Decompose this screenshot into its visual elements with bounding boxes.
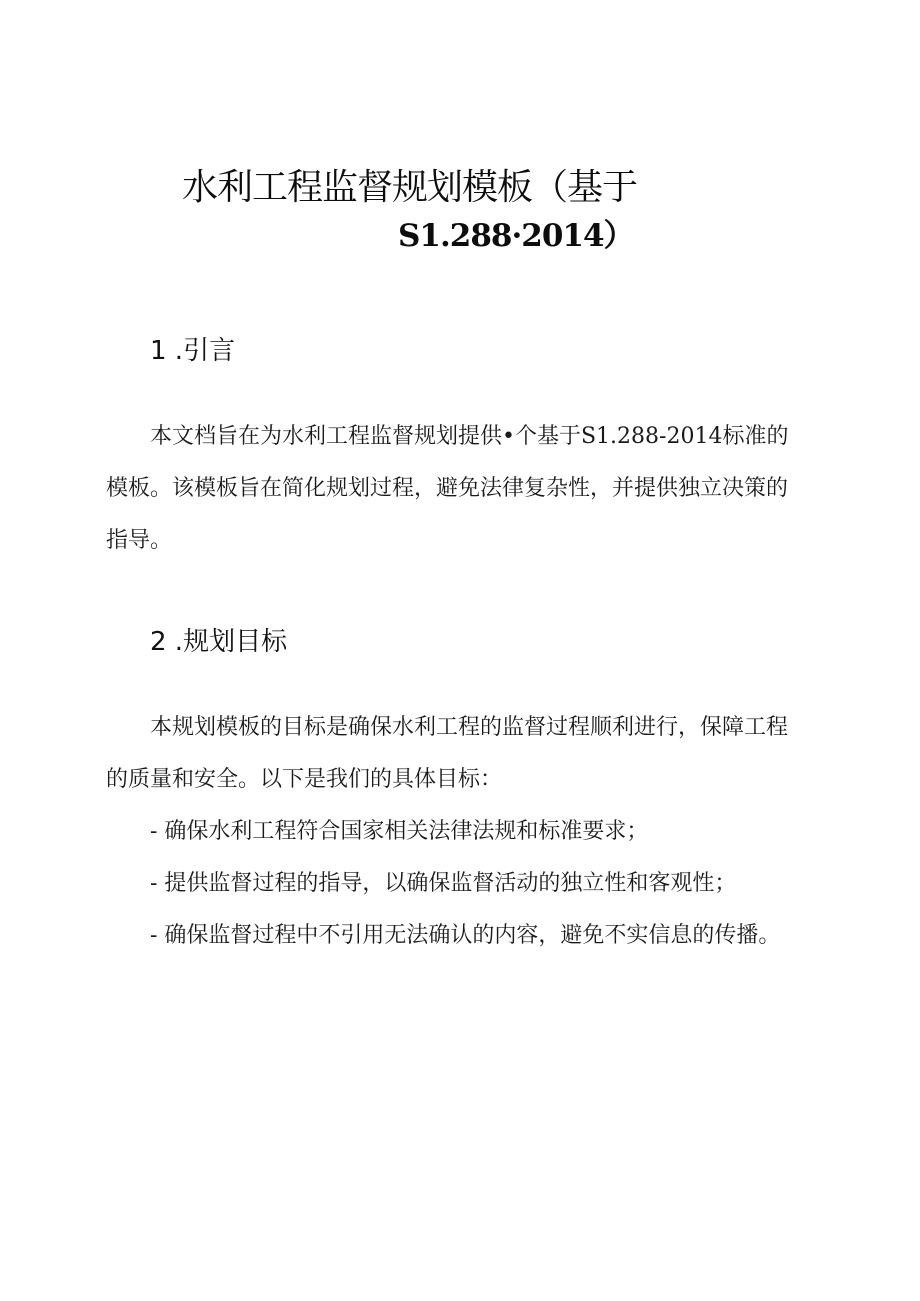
section-paragraph-intro: 本文档旨在为水利工程监督规划提供•个基于S1.288-2014标准的模板。该模板旨在简化规划过程，避免法律复杂性，并提供独立决策的指导。 bbox=[106, 424, 789, 553]
objective-list-item: - 提供监督过程的指导，以确保监督活动的独立性和客观性； bbox=[150, 871, 737, 896]
objective-list-item: - 确保水利工程符合国家相关法律法规和标准要求； bbox=[150, 819, 649, 844]
document-title-line-2: S1.288·2014） bbox=[398, 218, 634, 254]
document-title-line-1: 水利工程监督规划模板（基于 bbox=[182, 167, 638, 208]
section-heading-intro: 1 .引言 bbox=[150, 336, 236, 366]
section-heading-objectives: 2 .规划目标 bbox=[150, 627, 288, 657]
objective-list-item: - 确保监督过程中不引用无法确认的内容，避免不实信息的传播。 bbox=[150, 923, 781, 948]
section-paragraph-objectives: 本规划模板的目标是确保水利工程的监督过程顺利进行，保障工程的质量和安全。以下是我们的具体目标： bbox=[106, 715, 789, 792]
